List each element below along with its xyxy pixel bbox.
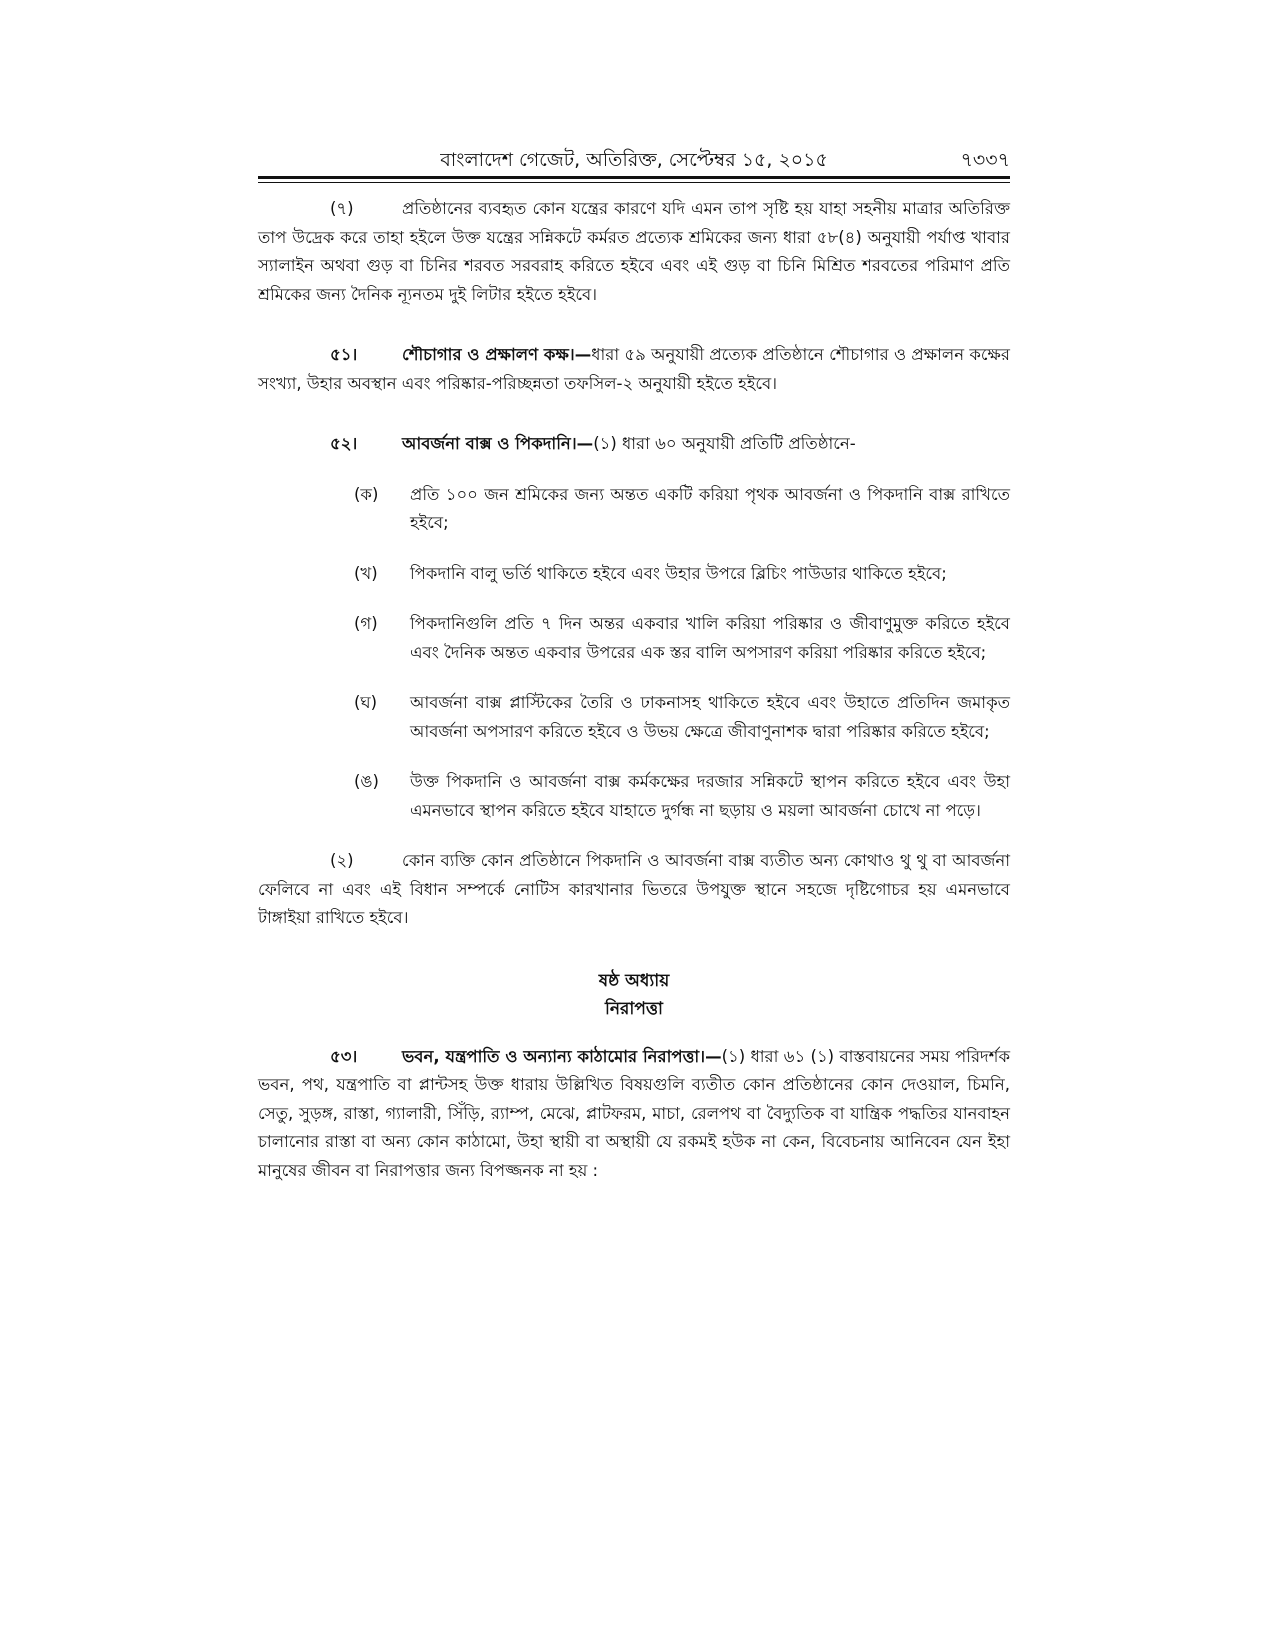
page-header <box>258 140 1010 176</box>
page-number: ৭৩৩৭ <box>960 149 1010 171</box>
clause-text: প্রতি ১০০ জন শ্রমিকের জন্য অন্তত একটি করিয়া পৃথক আবর্জনা ও পিকদানি বাক্স রাখিতে হইবে; <box>410 484 1010 532</box>
section-53 <box>258 1043 1010 1186</box>
section-53-number: ৫৩। <box>330 1046 358 1066</box>
header-rule-thin <box>258 182 1010 183</box>
section-52-clauses <box>258 481 1010 826</box>
clause-item <box>354 610 1010 667</box>
clause-text: পিকদানি বালু ভর্তি থাকিতে হইবে এবং উহার উপরে ব্লিচিং পাউডার থাকিতে হইবে; <box>410 563 947 583</box>
section-53-heading: ভবন, যন্ত্রপাতি ও অন্যান্য কাঠামোর নিরাপত্তা।— <box>402 1046 722 1066</box>
paragraph-7-label: (৭) <box>330 199 354 218</box>
section-51-heading: শৌচাগার ও প্রক্ষালণ কক্ষ।— <box>402 345 592 364</box>
section-52-heading: আবর্জনা বাক্স ও পিকদানি।— <box>402 434 594 453</box>
section-51-text: ধারা ৫৯ অনুযায়ী প্রত্যেক প্রতিষ্ঠানে শৌচাগার ও প্রক্ষালন কক্ষের সংখ্যা, উহার অবস্থান এবং পরিষ্কার-পরিচ্ছন্নতা তফসিল-২ অনুযায়ী হইতে হইবে। <box>258 345 1010 393</box>
section-51 <box>258 341 1010 398</box>
section-53-text: (১) ধারা ৬১ (১) বাস্তবায়নের সময় পরিদর্শক ভবন, পথ, যন্ত্রপাতি বা প্লান্টসহ উক্ত ধারায় উল্লিখিত বিষয়গুলি ব্যতীত কোন প্রতিষ্ঠানের কোন দেওয়াল, চিমনি, সেতু, সুড়ঙ্গ, রাস্তা, গ্যালারী, সিঁড়ি, র‌্যাম্প, মেঝে, প্লাটফরম, মাচা, রেলপথ বা বৈদ্যুতিক বা যান্ত্রিক পদ্ধতির যানবাহন চালানোর রাস্তা বা অন্য কোন কাঠামো, উহা স্থায়ী বা অস্থায়ী যে রকমই হউক না কেন, বিবেচনায় আনিবেন যেন ইহা মানুষের জীবন বা নিরাপত্তার জন্য বিপজ্জনক না হয় : <box>258 1046 1010 1180</box>
chapter-title: ষষ্ঠ অধ্যায় <box>598 970 670 991</box>
clause-item <box>354 560 1010 589</box>
clause-label: (ঘ) <box>354 693 378 712</box>
clause-text: আবর্জনা বাক্স প্লাস্টিকের তৈরি ও ঢাকনাসহ থাকিতে হইবে এবং উহাতে প্রতিদিন জমাকৃত আবর্জনা অপসারণ করিতে হইবে ও উভয় ক্ষেত্রে জীবাণুনাশক দ্বারা পরিষ্কার করিতে হইবে; <box>410 693 1010 741</box>
section-52-text: (১) ধারা ৬০ অনুযায়ী প্রতিটি প্রতিষ্ঠানে- <box>593 434 856 453</box>
paragraph-7 <box>258 195 1010 309</box>
clause-label: (গ) <box>354 614 378 633</box>
section-51-number: ৫১। <box>330 345 358 364</box>
chapter-heading <box>258 967 1010 1023</box>
header-title: বাংলাদেশ গেজেট, অতিরিক্ত, সেপ্টেম্বর ১৫, ২০১৫ <box>440 149 828 171</box>
chapter-subtitle: নিরাপত্তা <box>605 998 663 1019</box>
subsection-2-text: কোন ব্যক্তি কোন প্রতিষ্ঠানে পিকদানি ও আবর্জনা বাক্স ব্যতীত অন্য কোথাও থু থু বা আবর্জনা ফেলিবে না এবং এই বিধান সম্পর্কে নোটিস কারখানার ভিতরে উপযুক্ত স্থানে সহজে দৃষ্টিগোচর হয় এমনভাবে টাঙ্গাইয়া রাখিতে হইবে। <box>258 851 1010 927</box>
clause-item <box>354 481 1010 538</box>
paragraph-7-text: প্রতিষ্ঠানের ব্যবহৃত কোন যন্ত্রের কারণে যদি এমন তাপ সৃষ্টি হয় যাহা সহনীয় মাত্রার অতিরিক্ত তাপ উদ্রেক করে তাহা হইলে উক্ত যন্ত্রের সন্নিকটে কর্মরত প্রত্যেক শ্রমিকের জন্য ধারা ৫৮(৪) অনুযায়ী পর্যাপ্ত খাবার স্যালাইন অথবা গুড় বা চিনির শরবত সরবরাহ করিতে হইবে এবং এই গুড় বা চিনি মিশ্রিত শরবতের পরিমাণ প্রতি শ্রমিকের জন্য দৈনিক ন্যূনতম দুই লিটার হইতে হইবে। <box>258 199 1010 304</box>
clause-label: (খ) <box>354 563 378 583</box>
clause-item <box>354 768 1010 825</box>
clause-item <box>354 689 1010 746</box>
gazette-page <box>258 140 1010 1185</box>
clause-label: (ক) <box>354 484 379 504</box>
section-52 <box>258 430 1010 459</box>
section-52-subsection-2 <box>258 847 1010 933</box>
subsection-2-label: (২) <box>330 851 354 870</box>
clause-text: উক্ত পিকদানি ও আবর্জনা বাক্স কর্মকক্ষের দরজার সন্নিকটে স্থাপন করিতে হইবে এবং উহা এমনভাবে স্থাপন করিতে হইবে যাহাতে দুর্গন্ধ না ছড়ায় ও ময়লা আবর্জনা চোখে না পড়ে। <box>410 772 1010 820</box>
clause-text: পিকদানিগুলি প্রতি ৭ দিন অন্তর একবার খালি করিয়া পরিষ্কার ও জীবাণুমুক্ত করিতে হইবে এবং দৈনিক অন্তত একবার উপরের এক স্তর বালি অপসারণ করিয়া পরিষ্কার করিতে হইবে; <box>410 614 1010 662</box>
clause-label: (ঙ) <box>354 772 379 791</box>
section-52-number: ৫২। <box>330 434 358 453</box>
